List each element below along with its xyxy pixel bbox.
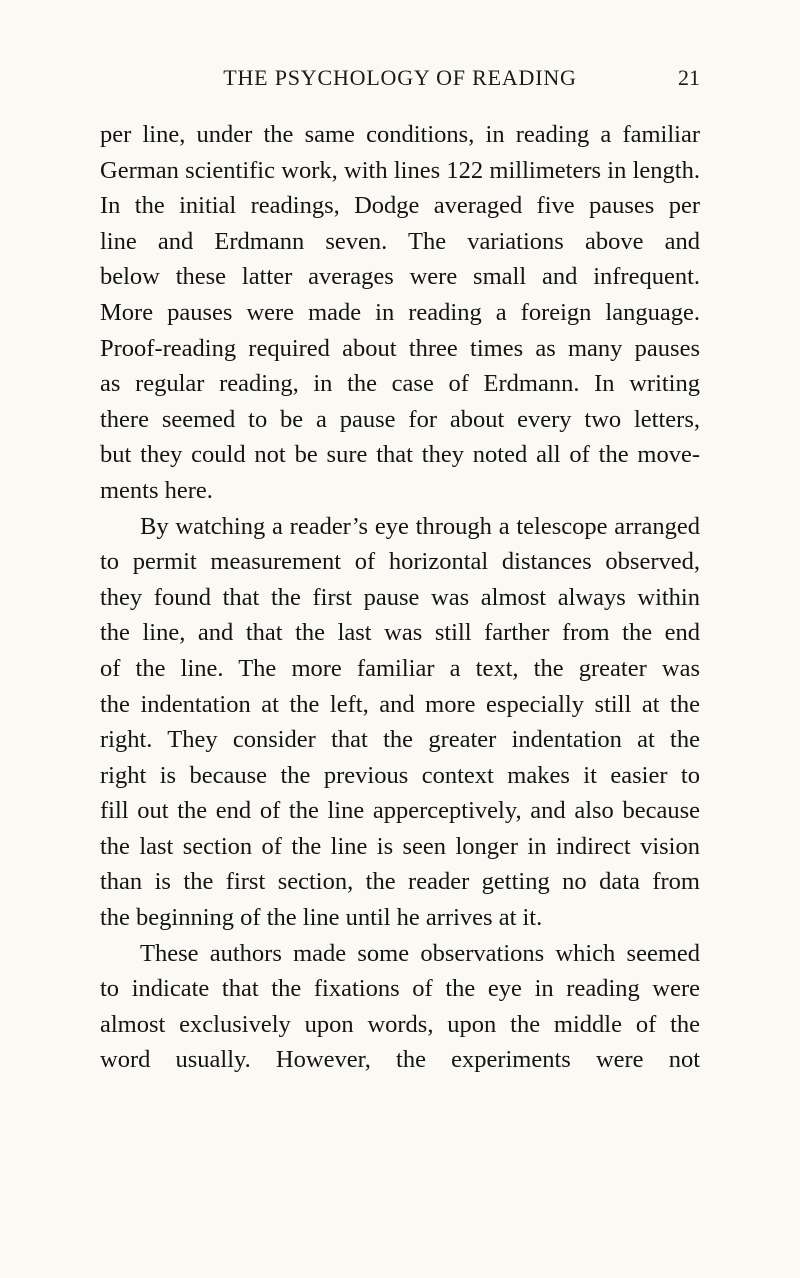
text-line: the indentation at the left, and more especially still at the bbox=[100, 690, 700, 718]
body-text bbox=[100, 117, 700, 1078]
text-line: of the line. The more familiar a text, the greater was bbox=[100, 654, 700, 682]
text-line: as regular reading, in the case of Erdmann. In writing bbox=[100, 370, 700, 398]
text-line: These authors made some observations which seemed bbox=[140, 939, 700, 967]
text-line: but they could not be sure that they noted all of the move- bbox=[100, 441, 700, 469]
text-line: More pauses were made in reading a foreign language. bbox=[100, 298, 700, 326]
page-number: 21 bbox=[678, 65, 700, 90]
text-line: to indicate that the fixations of the eye in reading were bbox=[100, 975, 700, 1003]
text-line: right is because the previous context makes it easier to bbox=[100, 761, 700, 789]
text-line: German scientific work, with lines 122 millimeters in length. bbox=[100, 156, 700, 184]
text-line: to permit measurement of horizontal distances observed, bbox=[100, 548, 700, 576]
text-line: than is the first section, the reader getting no data from bbox=[100, 868, 700, 896]
text-line: word usually. However, the experiments were not bbox=[100, 1046, 700, 1074]
page-header bbox=[100, 60, 700, 96]
text-line: line and Erdmann seven. The variations above and bbox=[100, 227, 700, 255]
text-line: ments here. bbox=[100, 476, 213, 504]
text-line: the last section of the line is seen longer in indirect vision bbox=[100, 832, 700, 860]
text-line: By watching a reader’s eye through a telescope arranged bbox=[140, 512, 700, 540]
text-line: below these latter averages were small and infrequent. bbox=[100, 263, 700, 291]
text-line: In the initial readings, Dodge averaged five pauses per bbox=[100, 192, 700, 220]
text-line: per line, under the same conditions, in reading a familiar bbox=[100, 121, 700, 148]
paragraph-1 bbox=[100, 117, 700, 509]
paragraph-3 bbox=[100, 936, 700, 1078]
text-line: the beginning of the line until he arrives at it. bbox=[100, 904, 543, 932]
text-line: there seemed to be a pause for about every two letters, bbox=[100, 405, 700, 433]
text-line: almost exclusively upon words, upon the middle of the bbox=[100, 1010, 700, 1038]
paragraph-2 bbox=[100, 509, 700, 936]
text-line: the line, and that the last was still farther from the end bbox=[100, 619, 700, 647]
text-line: right. They consider that the greater indentation at the bbox=[100, 726, 700, 754]
text-line: they found that the first pause was almost always within bbox=[100, 583, 700, 611]
text-line: fill out the end of the line apperceptively, and also because bbox=[100, 797, 700, 825]
text-line: Proof-reading required about three times as many pauses bbox=[100, 334, 700, 362]
running-title: THE PSYCHOLOGY OF READING bbox=[223, 65, 577, 90]
